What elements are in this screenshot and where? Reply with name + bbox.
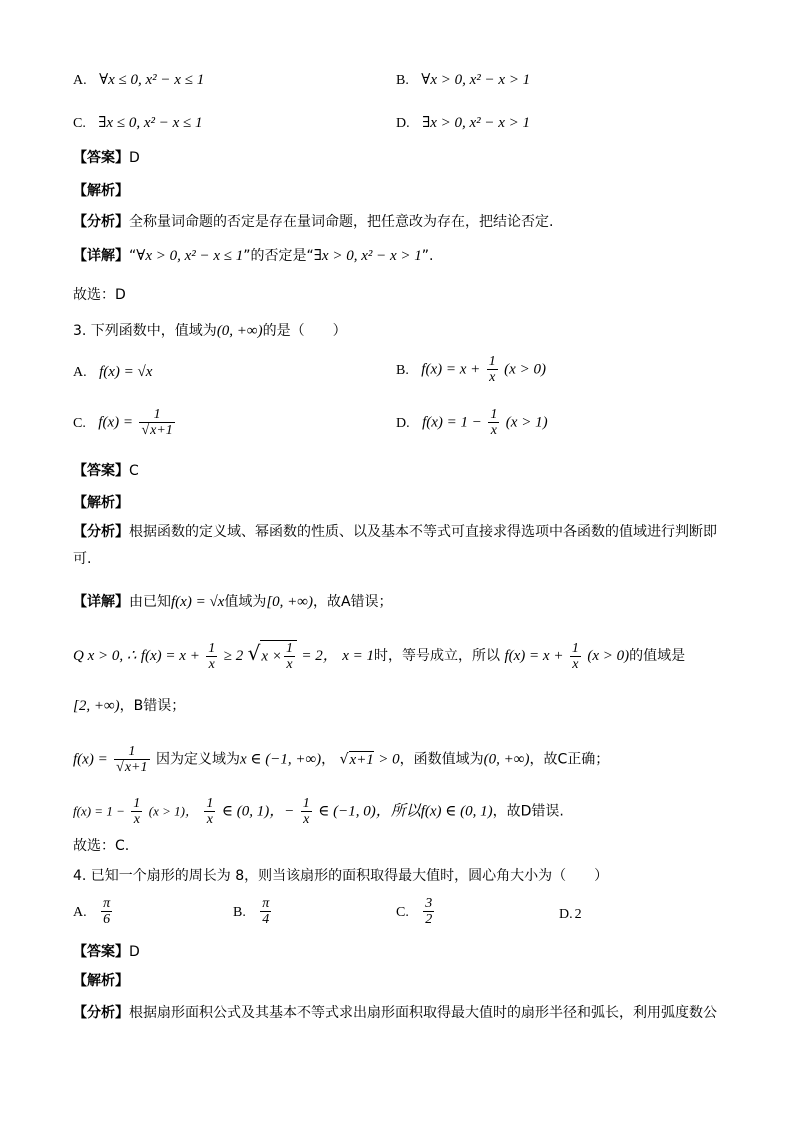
option-text: ∀x > 0, x² − x > 1: [421, 72, 531, 88]
answer-value: D: [129, 150, 140, 166]
math-expr: f(x) = x +: [421, 361, 481, 378]
option-letter: D.: [559, 907, 573, 922]
option-text: ∃x > 0, x² − x > 1: [422, 115, 531, 131]
text-span: 由已知: [129, 594, 171, 610]
q3-fenxi: [73, 519, 723, 573]
math-expr: f(x) = 1 −: [73, 803, 125, 819]
fraction: [488, 407, 499, 438]
math-expr: f(x) = 1 −: [422, 414, 482, 431]
denominator: x: [286, 657, 293, 672]
math-expr: ≥ 2: [223, 648, 244, 664]
q2-fenxi: [73, 212, 553, 232]
fraction: [204, 796, 215, 827]
math-interval: [2, +∞): [73, 698, 120, 714]
math-expr: Q x > 0, ∴: [73, 648, 137, 664]
numerator: 1: [571, 640, 579, 656]
option-text: ∃x ≤ 0, x² − x ≤ 1: [98, 115, 203, 131]
conclusion-text: 故选：C.: [73, 838, 130, 854]
option-letter: D.: [396, 116, 410, 131]
denominator: x: [206, 812, 214, 827]
fenxi-text: 全称量词命题的否定是存在量词命题，把任意改为存在，把结论否定.: [129, 214, 554, 230]
fenxi-text: 根据扇形面积公式及其基本不等式求出扇形面积取得最大值时的扇形半径和弧长，利用弧度数公: [129, 1005, 717, 1021]
fraction: [301, 796, 312, 827]
q2-option-c: [73, 113, 203, 134]
math-interval: (0, +∞): [483, 751, 530, 768]
text-span: ，故C正确；: [529, 751, 610, 768]
analysis-tag: 【解析】: [73, 183, 129, 199]
q4-analysis-heading: [73, 971, 129, 991]
math-expr: x = 1: [342, 648, 375, 664]
numerator: π: [262, 896, 270, 911]
option-letter: B.: [396, 73, 409, 88]
fraction: [487, 354, 498, 385]
answer-tag: 【答案】: [73, 944, 129, 960]
fraction: [206, 641, 217, 672]
math-expr: f(x) =: [73, 751, 108, 768]
q4-option-c: [396, 896, 436, 927]
denominator: √x+1: [141, 423, 173, 438]
answer-value: C: [129, 463, 139, 479]
math-expr: f(x) = x +: [504, 648, 564, 664]
option-letter: C.: [73, 415, 86, 431]
math-expr: (x > 0): [587, 648, 630, 664]
q2-option-a: [73, 70, 204, 91]
q3-option-b: [396, 354, 546, 385]
math-expr: f(x) = x +: [140, 648, 200, 664]
answer-tag: 【答案】: [73, 150, 129, 166]
numerator: 1: [488, 354, 496, 369]
radicand: [260, 640, 297, 672]
xiangjie-tag: 【详解】: [73, 594, 129, 610]
q2-xiangjie: [73, 246, 433, 266]
option-letter: B.: [233, 904, 246, 920]
denominator: 2: [425, 912, 433, 927]
fraction: [260, 896, 271, 927]
quote-open: “: [129, 248, 137, 264]
text-span: 值域为: [224, 594, 267, 610]
option-letter: B.: [396, 362, 409, 378]
math-expr: ∈ (0, 1)，−: [221, 803, 295, 820]
fraction: [284, 641, 295, 672]
text-span: 因为定义域为: [155, 751, 240, 768]
math-expr: (x > 1): [505, 414, 548, 431]
math-expr: = 2，: [301, 648, 338, 664]
option-letter: A.: [73, 365, 87, 380]
q3-option-a: [73, 362, 152, 383]
text-span: ”.: [421, 248, 434, 264]
math-expr: x ∈ (−1, +∞): [239, 751, 322, 768]
text-span: ，: [321, 751, 336, 768]
q3-option-d: [396, 407, 548, 438]
radicand: x+1: [150, 423, 173, 438]
text-span: 时，等号成立，所以: [374, 648, 501, 664]
q4-answer: [73, 942, 140, 962]
fraction: [570, 641, 581, 672]
q3-answer: [73, 461, 139, 481]
q3-option-c: [73, 407, 177, 438]
math-expr: ∀x > 0, x² − x ≤ 1: [136, 248, 244, 264]
numerator: 1: [208, 640, 216, 656]
denominator: x: [572, 656, 579, 672]
option-letter: A.: [73, 73, 87, 88]
q2-option-b: [396, 70, 530, 91]
fraction: [423, 896, 434, 927]
numerator: 1: [139, 407, 174, 423]
option-text: ∀x ≤ 0, x² − x ≤ 1: [99, 72, 205, 88]
numerator: 3: [425, 896, 433, 911]
numerator: 1: [114, 744, 149, 760]
math-expr: (x > 0): [504, 361, 546, 378]
denominator: x: [208, 656, 215, 672]
analysis-tag: 【解析】: [73, 973, 129, 989]
denominator: √x+1: [116, 760, 148, 775]
numerator: 1: [206, 796, 214, 811]
q3-detail-2: [73, 640, 685, 672]
option-letter: A.: [73, 904, 87, 920]
numerator: π: [103, 896, 111, 911]
q3-detail-5: [73, 796, 564, 827]
denominator: x: [490, 423, 497, 438]
q3-detail-1: [73, 592, 393, 612]
denominator: 4: [262, 912, 270, 927]
q3-stem: [73, 321, 347, 341]
text-span: ，B错误；: [119, 698, 186, 714]
square-root: √: [247, 641, 261, 665]
q3-detail-4: [73, 744, 609, 775]
denominator: 6: [103, 912, 111, 927]
math-interval: (0, +∞): [216, 323, 263, 339]
square-root: √: [339, 751, 349, 768]
option-letter: C.: [396, 904, 409, 920]
numerator: 1: [285, 641, 293, 656]
denominator: x: [133, 812, 140, 827]
fenxi-tag: 【分析】: [73, 1005, 129, 1021]
fraction: [114, 744, 149, 775]
answer-tag: 【答案】: [73, 463, 129, 479]
numerator: 1: [302, 796, 310, 811]
fraction: [139, 407, 174, 438]
stem-text: 4. 已知一个扇形的周长为 8，则当该扇形的面积取得最大值时，圆心角大小为（ ）: [73, 868, 609, 884]
answer-value: D: [129, 944, 140, 960]
q2-analysis-heading: [73, 181, 129, 201]
denominator: x: [489, 370, 496, 385]
text-span: ，故D错误.: [492, 803, 564, 820]
text-span: 的值域是: [629, 648, 686, 664]
q4-option-d: [559, 904, 590, 925]
denominator: x: [303, 812, 310, 827]
math-expr: ∃x > 0, x² − x > 1: [313, 248, 422, 264]
radicand: x+1: [124, 760, 148, 775]
numerator: 1: [490, 407, 498, 422]
fenxi-tag: 【分析】: [73, 214, 129, 230]
q3-analysis-heading: [73, 493, 129, 513]
q3-conclusion: [73, 836, 129, 856]
analysis-tag: 【解析】: [73, 495, 129, 511]
option-text: f(x) = √x: [99, 364, 153, 380]
q4-stem: [73, 866, 608, 886]
math-expr: ∈ (−1, 0)，所以: [318, 803, 421, 820]
stem-text: 的是（ ）: [262, 323, 347, 339]
option-letter: D.: [396, 415, 410, 431]
q2-answer: [73, 148, 140, 168]
q3-detail-3: [73, 696, 185, 716]
text-span: ”的否定是“: [243, 248, 314, 264]
math-expr: (x > 1)，: [148, 803, 198, 819]
numerator: 1: [133, 796, 141, 811]
option-letter: C.: [73, 116, 86, 131]
math-expr: f(x) ∈ (0, 1): [420, 803, 493, 820]
math-expr: f(x) = √x: [171, 594, 225, 610]
text-span: ，函数值域为: [399, 751, 484, 768]
q4-fenxi: [73, 1003, 717, 1023]
math-expr: x ×: [261, 648, 282, 665]
fraction: [131, 796, 142, 827]
q4-option-b: [233, 896, 273, 927]
fraction: [101, 896, 112, 927]
q2-option-d: [396, 113, 530, 134]
math-expr: > 0: [378, 751, 400, 768]
math-expr: f(x) =: [98, 414, 133, 431]
stem-text: 3. 下列函数中，值域为: [73, 323, 217, 339]
math-interval: [0, +∞): [266, 594, 313, 610]
radicand: x+1: [349, 751, 374, 768]
text-span: ，故A错误；: [312, 594, 393, 610]
fenxi-text: 根据函数的定义域、幂函数的性质、以及基本不等式可直接求得选项中各函数的值域进行判断即可.: [73, 524, 717, 567]
q4-option-a: [73, 896, 114, 927]
conclusion-text: 故选：D: [73, 287, 126, 303]
option-text: 2: [574, 907, 582, 922]
xiangjie-tag: 【详解】: [73, 248, 129, 264]
q2-conclusion: [73, 285, 126, 305]
fenxi-tag: 【分析】: [73, 524, 129, 540]
